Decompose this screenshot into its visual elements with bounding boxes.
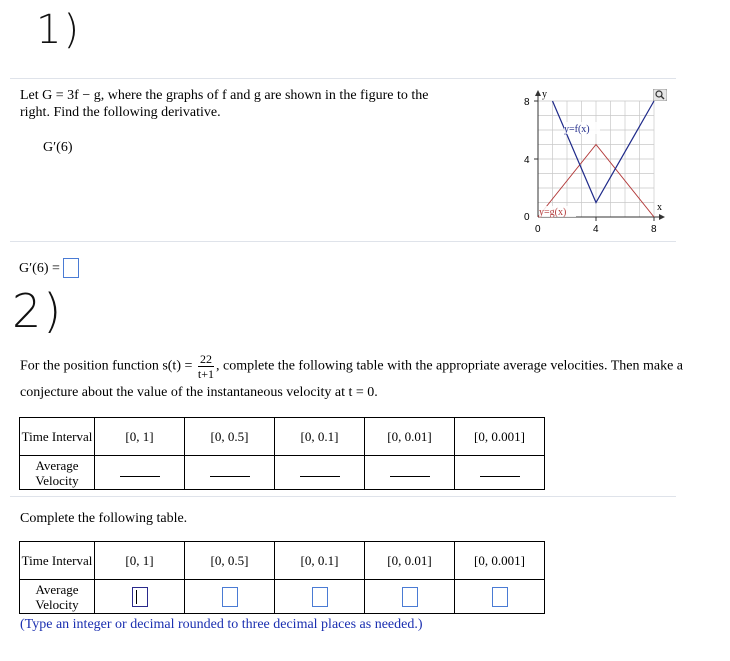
complete-prompt: Complete the following table. (20, 511, 188, 526)
velocity-blank (185, 456, 275, 490)
g-label: y=g(x) (539, 207, 567, 218)
velocity-input-1[interactable] (132, 587, 148, 607)
interval-cell: [0, 0.001] (455, 418, 545, 456)
interval-cell: [0, 0.01] (365, 542, 455, 580)
problem2-prompt (20, 352, 720, 381)
y-tick-8: 8 (524, 97, 530, 108)
problem2-prompt-line2: conjecture about the value of the instantaneous velocity at t = 0. (20, 385, 378, 400)
prompt-before: For the position function s(t) = (20, 358, 193, 374)
velocity-blank (95, 456, 185, 490)
x-tick-8: 8 (651, 224, 657, 235)
velocity-input-5[interactable] (492, 587, 508, 607)
velocity-blank (275, 456, 365, 490)
velocity-table-answer (19, 541, 545, 614)
interval-cell: [0, 0.01] (365, 418, 455, 456)
x-axis-label: x (657, 202, 662, 213)
prompt-after: , complete the following table with the appropriate average velocities. Then make a (216, 358, 684, 374)
f-label: y=f(x) (564, 124, 590, 135)
x-tick-4: 4 (593, 224, 599, 235)
interval-cell: [0, 0.1] (275, 542, 365, 580)
interval-cell: [0, 1] (95, 418, 185, 456)
magnifier-icon[interactable] (653, 89, 667, 101)
fraction-denominator: t+1 (197, 367, 214, 381)
velocity-blank (365, 456, 455, 490)
velocity-input-2[interactable] (222, 587, 238, 607)
interval-cell: [0, 1] (95, 542, 185, 580)
answer-input-g6[interactable] (63, 258, 79, 278)
f-graph-line (553, 101, 655, 203)
y-tick-4: 4 (524, 155, 530, 166)
fraction-numerator: 22 (198, 352, 214, 367)
position-fraction (198, 352, 214, 381)
x-tick-0: 0 (535, 224, 541, 235)
y-tick-0: 0 (524, 212, 530, 223)
divider-1 (10, 241, 676, 242)
rounding-note: (Type an integer or decimal rounded to three decimal places as needed.) (20, 617, 423, 632)
interval-cell: [0, 0.1] (275, 418, 365, 456)
y-axis-label: y (542, 89, 547, 100)
velocity-input-4[interactable] (402, 587, 418, 607)
time-interval-header: Time Interval (20, 418, 95, 456)
divider-2 (10, 496, 676, 497)
problem1-target: G′(6) (43, 140, 73, 155)
average-velocity-header: Average Velocity (20, 456, 95, 490)
answer-label: G′(6) = (19, 260, 60, 276)
velocity-blank (455, 456, 545, 490)
problem1-answer-row (19, 258, 79, 278)
velocity-input-3[interactable] (312, 587, 328, 607)
divider-top (10, 78, 676, 79)
time-interval-header: Time Interval (20, 542, 95, 580)
handwritten-label-1: 1) (36, 7, 82, 53)
average-velocity-header: Average Velocity (20, 580, 95, 614)
handwritten-label-2: 2) (12, 284, 64, 338)
interval-cell: [0, 0.5] (185, 418, 275, 456)
problem1-prompt: Let G = 3f − g, where the graphs of f and g are shown in the figure to the right. Find the following derivative. (20, 88, 429, 120)
velocity-table-preview (19, 417, 545, 490)
interval-cell: [0, 0.001] (455, 542, 545, 580)
interval-cell: [0, 0.5] (185, 542, 275, 580)
function-graph (520, 86, 670, 236)
